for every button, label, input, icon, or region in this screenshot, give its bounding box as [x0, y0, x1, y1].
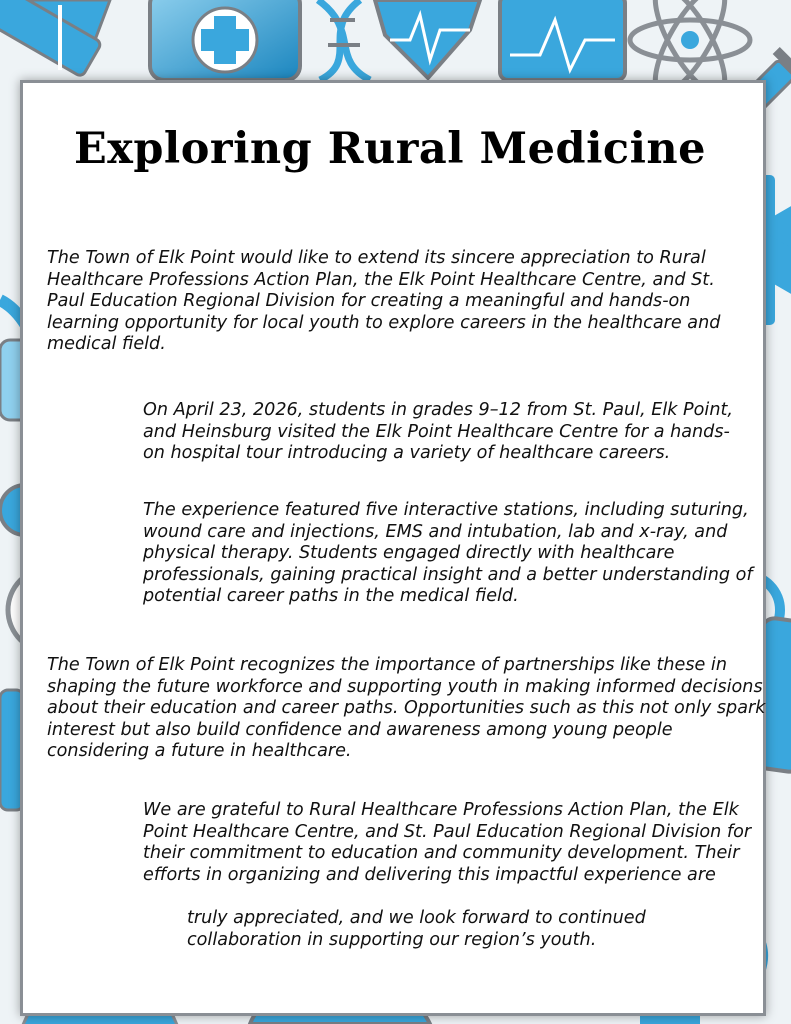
medical-kit-icon [150, 0, 300, 80]
stations-paragraph: The experience featured five interactive stations, including suturing, wound care and injections, EMS and intubation, lab and x-ray, and physical therapy. Students engaged directly with healthcare professionals, gaining practical insight and a better understanding of potential career paths in the medical field. [143, 500, 753, 606]
grateful-paragraph-continued: truly appreciated, and we look forward to continued collaboration in supporting our region’s youth. [187, 908, 646, 950]
intro-paragraph: The Town of Elk Point would like to extend its sincere appreciation to Rural Healthcare Professions Action Plan, the Elk Point Healthcare Centre, and St. Paul Education Regional Division for creating a meaningful and hands-on learning opportunity for local youth to explore careers in the healthcare and medical field. [47, 248, 721, 354]
visit-paragraph: On April 23, 2026, students in grades 9–12 from St. Paul, Elk Point, and Heinsburg visited the Elk Point Healthcare Centre for a hands-on hospital tour introducing a variety of healthcare careers. [143, 400, 733, 463]
page-title: Exploring Rural Medicine [73, 124, 707, 174]
partnerships-paragraph: The Town of Elk Point recognizes the importance of partnerships like these in shaping the future workforce and supporting youth in making informed decisions about their education and career paths. Opportunities such as this not only spark interest but also build confidence and awareness among young people considering a future in healthcare. [47, 655, 766, 761]
grateful-paragraph: We are grateful to Rural Healthcare Professions Action Plan, the Elk Point Healthcare Centre, and St. Paul Education Regional Division for their commitment to education and community development. Their efforts in organizing and delivering this impactful experience are [143, 800, 752, 885]
